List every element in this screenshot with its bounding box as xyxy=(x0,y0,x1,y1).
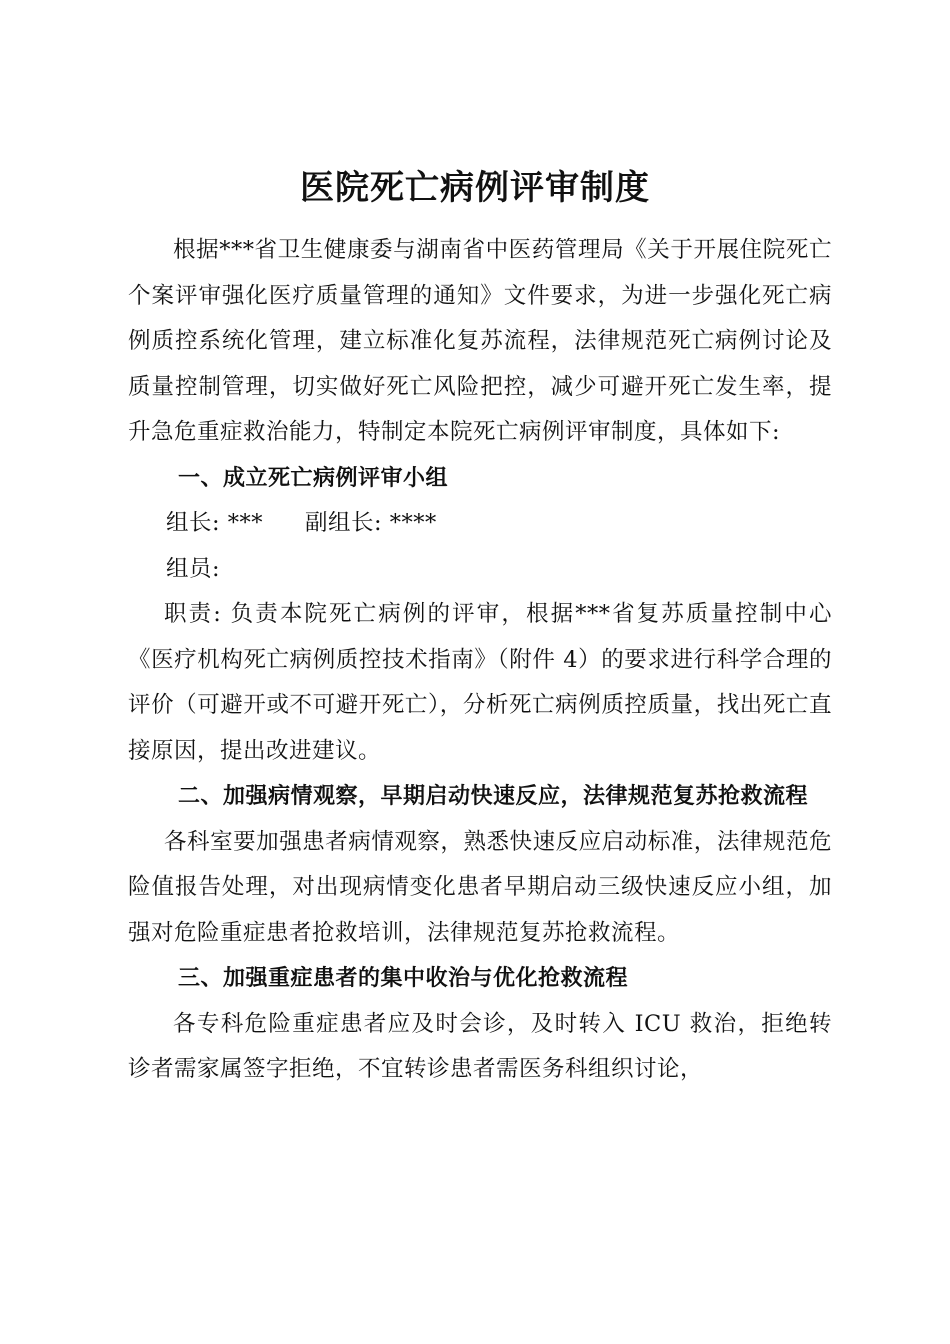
intro-paragraph: 根据***省卫生健康委与湖南省中医药管理局《关于开展住院死亡个案评审强化医疗质量管理的通知》文件要求，为进一步强化死亡病例质控系统化管理，建立标准化复苏流程，法律规范死亡病例讨论及质量控制管理，切实做好死亡风险把控，减少可避开死亡发生率，提升急危重症救治能力，特制定本院死亡病例评审制度，具体如下: xyxy=(128,237,832,445)
document-body xyxy=(128,228,832,1093)
section3-heading: 三、加强重症患者的集中收治与优化抢救流程 xyxy=(178,966,629,991)
leader-text: 组长: *** xyxy=(166,510,263,536)
leader-line xyxy=(128,501,832,547)
duties-paragraph: 职责: 负责本院死亡病例的评审，根据***省复苏质量控制中心《医疗机构死亡病例质控技术指南》（附件 4）的要求进行科学合理的评价（可避开或不可避开死亡），分析死亡病例质控质量，找出死亡直接原因，提出改进建议。 xyxy=(128,601,832,764)
deputy-text: 副组长: **** xyxy=(304,510,437,536)
document-title: 医院死亡病例评审制度 xyxy=(300,168,650,208)
section1-heading: 一、成立死亡病例评审小组 xyxy=(178,465,449,491)
section2-heading: 二、加强病情观察，早期启动快速反应，法律规范复苏抢救流程 xyxy=(178,784,809,809)
members-line: 组员: xyxy=(166,555,221,582)
section3-paragraph: 各专科危险重症患者应及时会诊，及时转入 ICU 救治，拒绝转诊者需家属签字拒绝，不宜转诊患者需医务科组织讨论， xyxy=(128,1010,832,1082)
section2-paragraph: 各科室要加强患者病情观察，熟悉快速反应启动标准，法律规范危险值报告处理，对出现病情变化患者早期启动三级快速反应小组，加强对危险重症患者抢救培训，法律规范复苏抢救流程。 xyxy=(128,828,832,946)
